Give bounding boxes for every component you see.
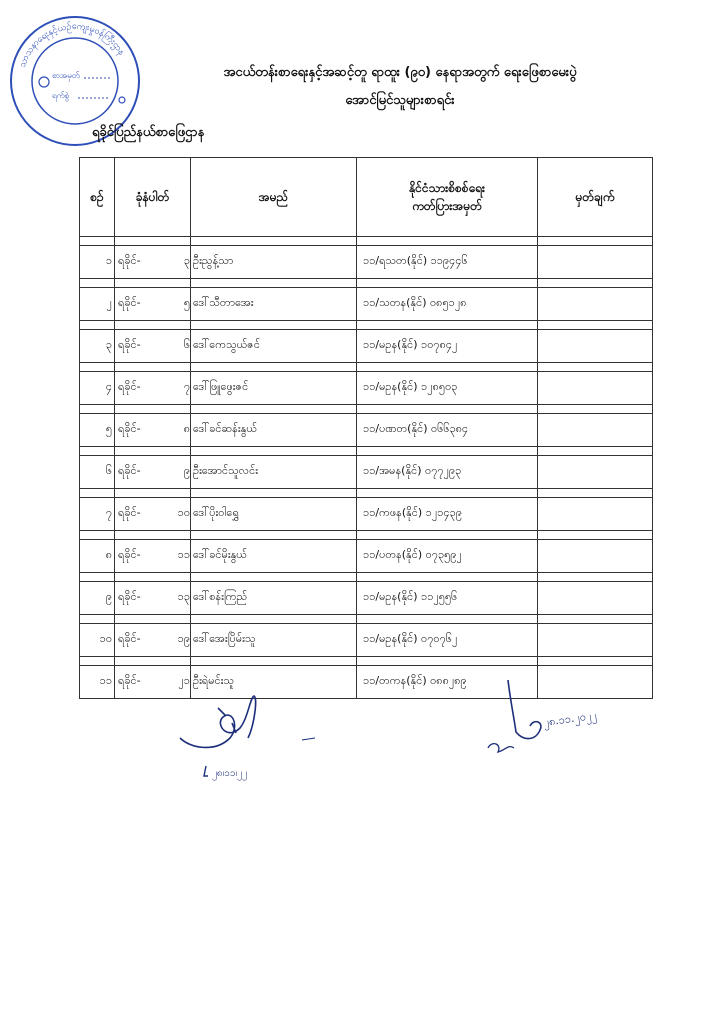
cell-roll-num: ၂၁	[178, 674, 190, 687]
cell-remarks	[538, 540, 653, 573]
results-table	[79, 157, 653, 699]
cell-name: ဒေါ်ဖြူဖွေးဇင်	[191, 372, 357, 405]
cell-name: ဒေါ်ခင်ဆန်းနွယ်	[191, 414, 357, 447]
cell-roll	[115, 330, 191, 363]
cell-no: ၁၁	[80, 666, 115, 699]
cell-nrc: ၁၁/ပဏတ(နိုင်) ဝ၆၆၃၈၄	[357, 414, 538, 447]
cell-roll-num: ၁၁	[177, 548, 190, 561]
cell-name: ဒေါ်ကေသွယ်ဇင်	[191, 330, 357, 363]
cell-name: ဒေါ်သီတာအေး	[191, 288, 357, 321]
cell-no: ၈	[80, 540, 115, 573]
table-row	[80, 498, 653, 531]
table-row	[80, 288, 653, 321]
cell-no: ၁	[80, 246, 115, 279]
cell-nrc: ၁၁/သတန(နိုင်) ဝ၈၅၁၂၈	[357, 288, 538, 321]
cell-name: ဦးအောင်သူလင်း	[191, 456, 357, 489]
table-row	[80, 456, 653, 489]
table-row	[80, 582, 653, 615]
cell-roll-num: ၇	[183, 380, 190, 393]
cell-roll-prefix: ရခိုင်-	[118, 506, 141, 519]
cell-nrc: ၁၁/မဥန(နိုင်) ၁ဝ၇၈၄၂	[357, 330, 538, 363]
cell-roll-num: ၁ဝ	[177, 506, 190, 519]
cell-roll	[115, 582, 191, 615]
right-signature-date: ၂၈.၁၁.၂၀၂၂	[542, 708, 598, 729]
cell-nrc: ၁၁/မဥန(နိုင်) ၁၁၂၅၅၆	[357, 582, 538, 615]
cell-remarks	[538, 288, 653, 321]
cell-roll-num: ၁၃	[177, 590, 190, 603]
cell-name: ဒေါ်အေးပြိမ်းသူ	[191, 624, 357, 657]
cell-remarks	[538, 624, 653, 657]
document-title: အငယ်တန်းစာရေးနှင့်အဆင့်တူ ရာထူး (၉၀) နေရာအတွက် ရေးဖြေစာမေးပွဲ	[223, 65, 577, 80]
cell-roll	[115, 498, 191, 531]
cell-nrc: ၁၁/တကန(နိုင်) ဝ၈၈၂၈၉	[357, 666, 538, 699]
cell-roll-prefix: ရခိုင်-	[118, 422, 141, 435]
header-nrc-line1: နိုင်ငံသားစိစစ်ရေး	[409, 181, 485, 195]
cell-roll-num: ၅	[183, 296, 190, 309]
cell-roll-prefix: ရခိုင်-	[118, 632, 141, 645]
cell-no: ၉	[80, 582, 115, 615]
cell-roll-num: ၁၉	[177, 632, 190, 645]
header-roll: ခုံနံပါတ်	[115, 158, 191, 237]
cell-roll-prefix: ရခိုင်-	[118, 464, 141, 477]
header-nrc-line2: ကတ်ပြားအမှတ်	[412, 199, 482, 213]
cell-nrc: ၁၁/မဥန(နိုင်) ၁၂၈၅ဝ၃	[357, 372, 538, 405]
cell-remarks	[538, 414, 653, 447]
cell-no: ၃	[80, 330, 115, 363]
cell-roll-prefix: ရခိုင်-	[118, 674, 141, 687]
cell-roll-prefix: ရခိုင်-	[118, 590, 141, 603]
right-signature	[474, 668, 644, 758]
cell-nrc: ၁၁/မဥန(နိုင်) ဝ၇ဝ၇၆၂	[357, 624, 538, 657]
cell-name: ဦးရဲမင်းသူ	[191, 666, 357, 699]
cell-remarks	[538, 456, 653, 489]
header-no: စဉ်	[80, 158, 115, 237]
cell-roll	[115, 456, 191, 489]
table-header-row	[80, 158, 653, 237]
cell-roll	[115, 540, 191, 573]
cell-roll	[115, 288, 191, 321]
cell-remarks	[538, 498, 653, 531]
table-row	[80, 624, 653, 657]
cell-no: ၅	[80, 414, 115, 447]
cell-no: ၄	[80, 372, 115, 405]
left-signature-date: ၂၈၊၁၁၊၂၂	[212, 768, 247, 779]
exam-center-label: ရခိုင်ပြည်နယ်စာဖြေဌာန	[92, 125, 205, 140]
table-row	[80, 246, 653, 279]
cell-remarks	[538, 372, 653, 405]
cell-no: ၇	[80, 498, 115, 531]
cell-nrc: ၁၁/အမန(နိုင်) ဝ၇၇၂၉၃	[357, 456, 538, 489]
table-row	[80, 414, 653, 447]
cell-roll	[115, 624, 191, 657]
cell-roll-num: ၃	[183, 254, 190, 267]
cell-roll-prefix: ရခိုင်-	[118, 296, 141, 309]
table-row	[80, 540, 653, 573]
cell-name: ဦးညွန့်သာ	[191, 246, 357, 279]
left-signature	[170, 678, 320, 788]
cell-roll-prefix: ရခိုင်-	[118, 338, 141, 351]
cell-no: ၂	[80, 288, 115, 321]
cell-remarks	[538, 246, 653, 279]
document-subtitle: အောင်မြင်သူများစာရင်း	[345, 93, 455, 108]
cell-roll	[115, 246, 191, 279]
cell-roll-num: ၉	[183, 464, 190, 477]
cell-name: ဒေါ်ပိုးဝါရွှေ	[191, 498, 357, 531]
table-row	[80, 372, 653, 405]
stamp-ring-text: သာသနာရေးနှင့်ယဉ်ကျေးမှုဝန်ကြီးဌာန	[17, 21, 127, 70]
cell-remarks	[538, 330, 653, 363]
cell-nrc: ၁၁/ပတန(နိုင်) ဝ၇၃၅၉၂	[357, 540, 538, 573]
cell-nrc: ၁၁/ရသတ(နိုင်) ၁၁၉၄၄၆	[357, 246, 538, 279]
cell-roll-prefix: ရခိုင်-	[118, 380, 141, 393]
stamp-line-2: ရက်စွဲ	[52, 91, 69, 100]
cell-roll-num: ၈	[183, 422, 190, 435]
cell-remarks	[538, 582, 653, 615]
table-row	[80, 330, 653, 363]
cell-no: ၁ဝ	[80, 624, 115, 657]
cell-roll-prefix: ရခိုင်-	[118, 254, 141, 267]
header-name: အမည်	[191, 158, 357, 237]
cell-roll-num: ၆	[183, 338, 190, 351]
cell-nrc: ၁၁/ကဖန(နိုင်) ၁၂၁၄၃၉	[357, 498, 538, 531]
stamp-line-1: စာအမှတ်	[52, 71, 80, 80]
cell-name: ဒေါ်စန်းကြည်	[191, 582, 357, 615]
cell-roll-prefix: ရခိုင်-	[118, 548, 141, 561]
cell-name: ဒေါ်ခင်မိုးနွယ်	[191, 540, 357, 573]
header-nrc	[357, 158, 538, 237]
header-remarks: မှတ်ချက်	[538, 158, 653, 237]
cell-no: ၆	[80, 456, 115, 489]
cell-roll	[115, 372, 191, 405]
cell-roll	[115, 414, 191, 447]
